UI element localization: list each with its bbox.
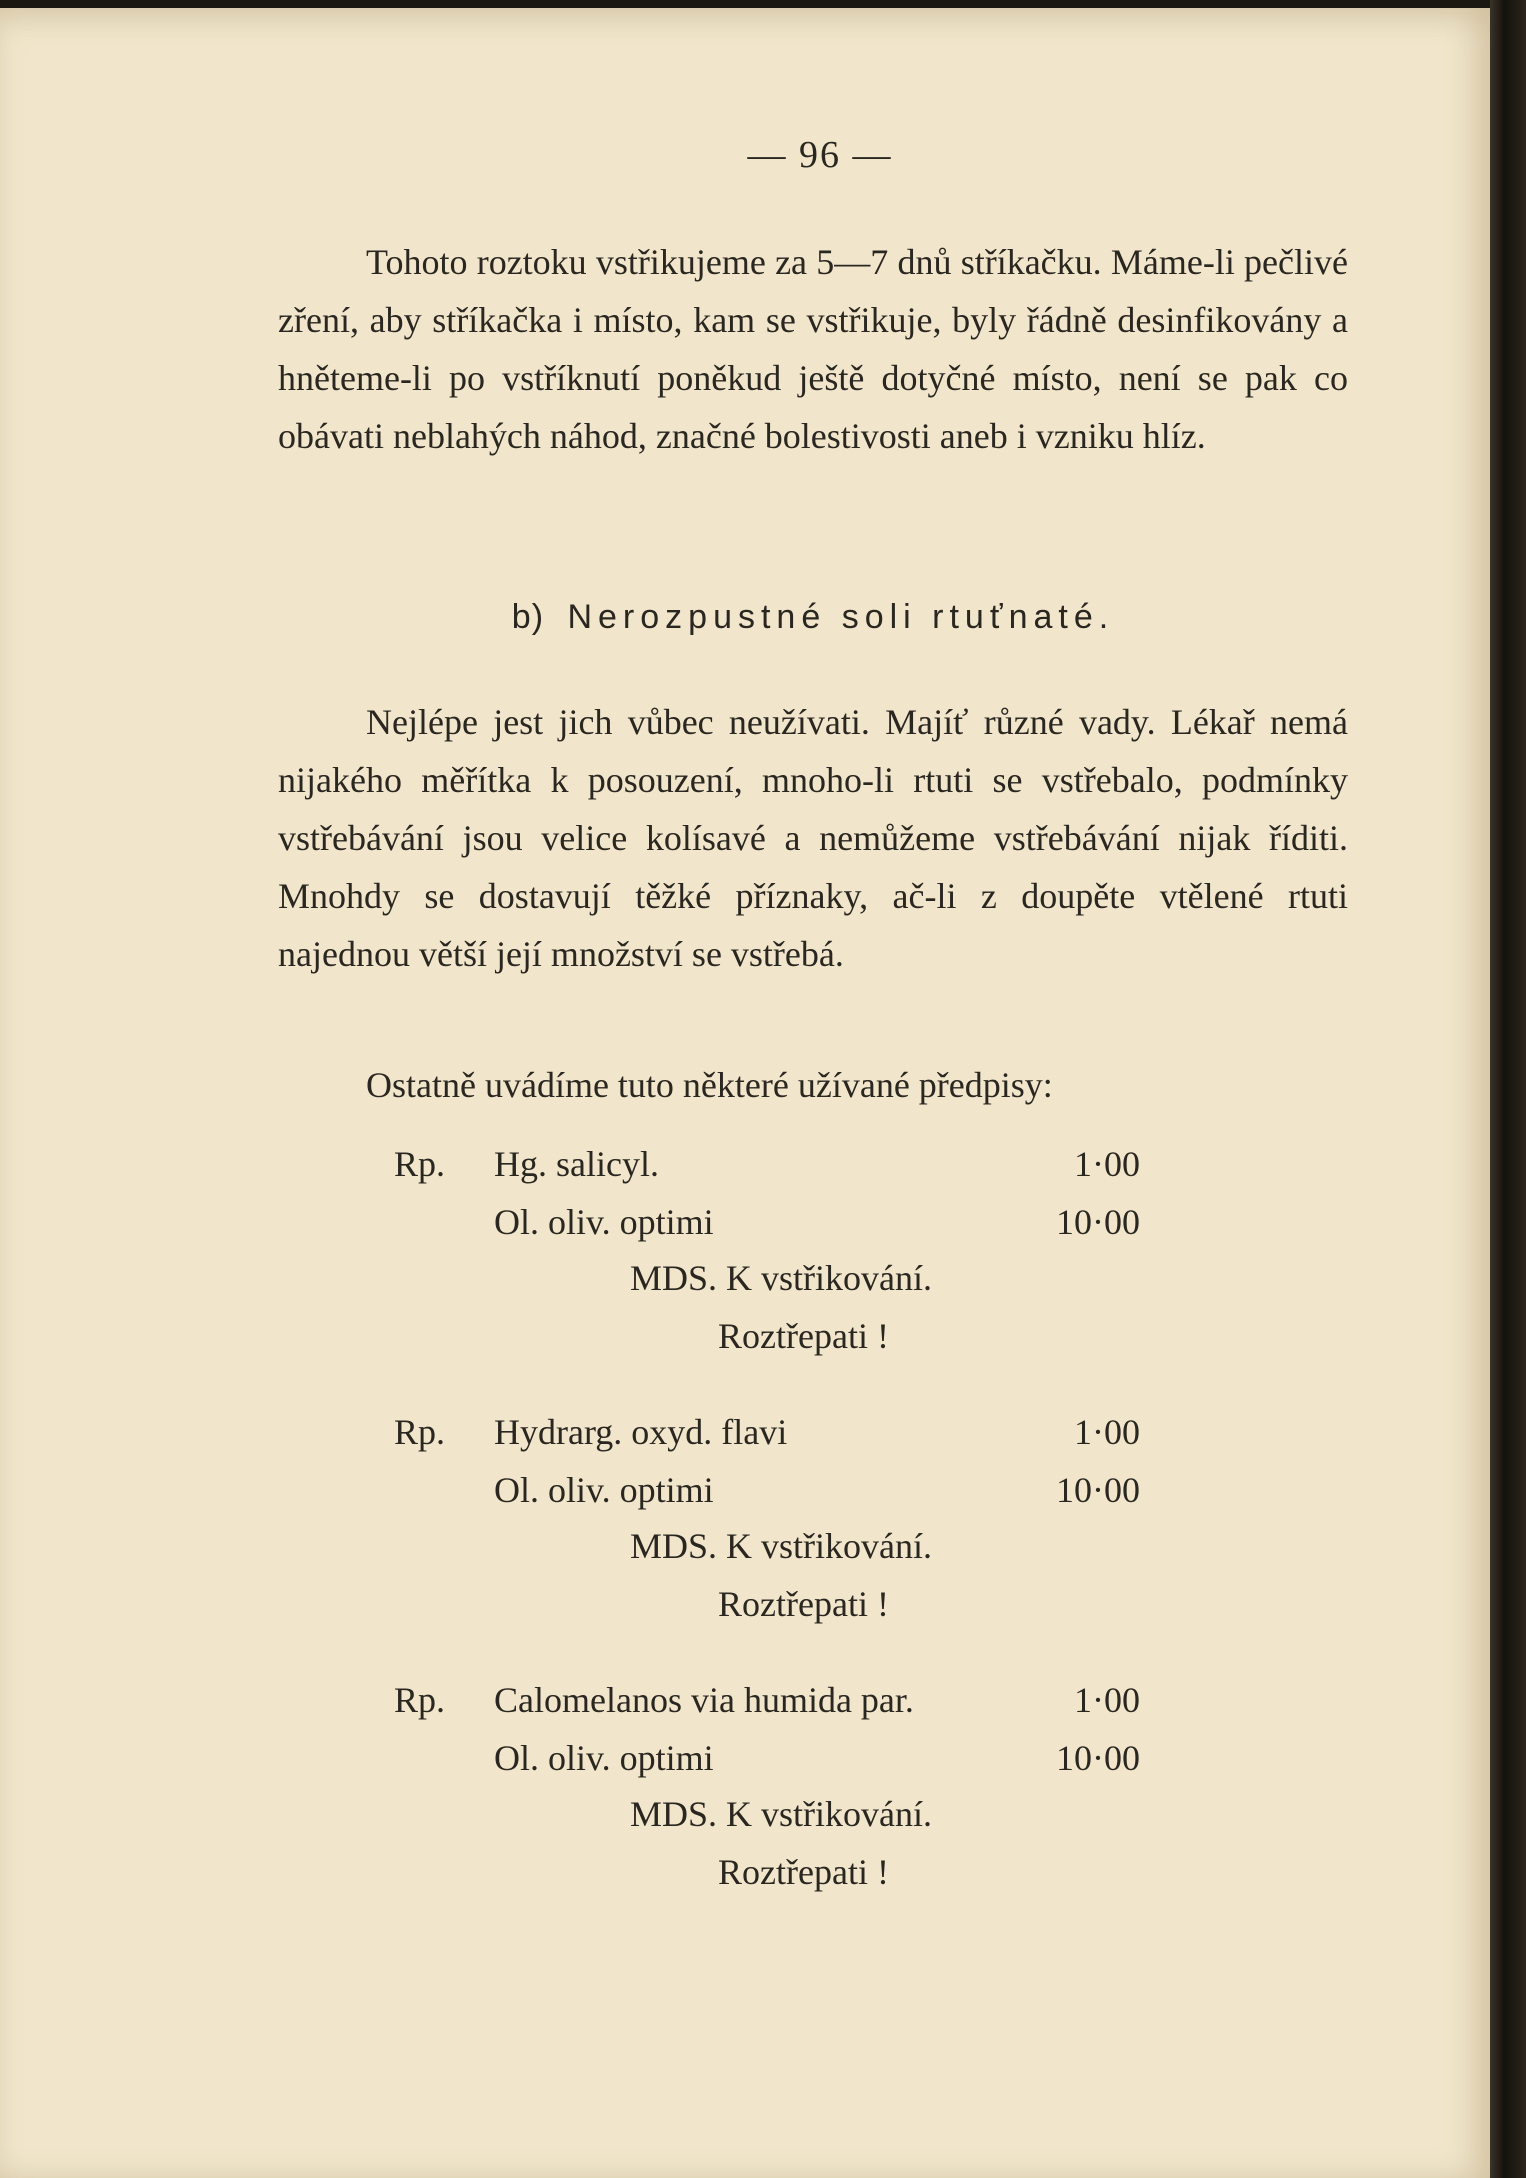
ingredient-2: Ol. oliv. optimi — [494, 1738, 714, 1778]
ingredient-1: Calomelanos via humida par. — [494, 1680, 914, 1720]
amount-1: 1·00 — [1074, 1144, 1140, 1184]
section-label: b) — [511, 598, 545, 636]
shake-instruction: Roztřepati ! — [718, 1852, 889, 1892]
amount-1: 1·00 — [1074, 1680, 1140, 1720]
prescription-3 — [0, 1679, 1526, 1939]
rp-label: Rp. — [394, 1144, 446, 1184]
ingredient-1: Hg. salicyl. — [494, 1144, 659, 1184]
book-edge-shadow — [1490, 0, 1526, 2178]
amount-1: 1·00 — [1074, 1412, 1140, 1452]
amount-2: 10·00 — [1056, 1470, 1140, 1510]
shake-instruction: Roztřepati ! — [718, 1316, 889, 1356]
ingredient-2: Ol. oliv. optimi — [494, 1202, 714, 1242]
section-title: Nerozpustné soli rtuťnaté. — [567, 598, 1115, 636]
rp-label: Rp. — [394, 1680, 446, 1720]
paragraph-injection-instructions — [278, 233, 1348, 465]
ingredient-2: Ol. oliv. optimi — [494, 1470, 714, 1510]
ingredient-1: Hydrarg. oxyd. flavi — [494, 1412, 788, 1452]
amount-2: 10·00 — [1056, 1202, 1140, 1242]
mds-instruction: MDS. K vstřikování. — [630, 1258, 933, 1298]
section-heading — [0, 598, 1526, 637]
prescriptions-intro: Ostatně uvádíme tuto některé užívané předpisy: — [366, 1065, 1053, 1105]
prescription-1 — [0, 1143, 1526, 1403]
shake-instruction: Roztřepati ! — [718, 1584, 889, 1624]
amount-2: 10·00 — [1056, 1738, 1140, 1778]
rp-label: Rp. — [394, 1412, 446, 1452]
mds-instruction: MDS. K vstřikování. — [630, 1526, 933, 1566]
prescription-2 — [0, 1411, 1526, 1671]
paragraph-insoluble-salts — [278, 693, 1348, 983]
paragraph-text: Nejlépe jest jich vůbec neužívati. Majíť různé vady. Lékař nemá nijakého měřítka k posouzení, mnoho-li rtuti se vstřebalo, podmínky vstřebávání jsou velice kolísavé a nemůžeme vstřebávání nijak říditi. Mnohdy se dostavují těžké příznaky, ač-li z doupěte vtělené rtuti najednou větší její množství se vstřebá. — [278, 702, 1348, 974]
book-page — [0, 8, 1490, 2178]
mds-instruction: MDS. K vstřikování. — [630, 1794, 933, 1834]
paragraph-text: Tohoto roztoku vstřikujeme za 5—7 dnů stříkačku. Máme-li pečlivé zření, aby stříkačka i místo, kam se vstřikuje, byly řádně desinfikovány a hněteme-li po vstříknutí poněkud ještě dotyčné místo, není se pak co obávati neblahých náhod, značné bolestivosti aneb i vzniku hlíz. — [278, 242, 1348, 456]
page-number: — 96 — — [747, 134, 893, 176]
